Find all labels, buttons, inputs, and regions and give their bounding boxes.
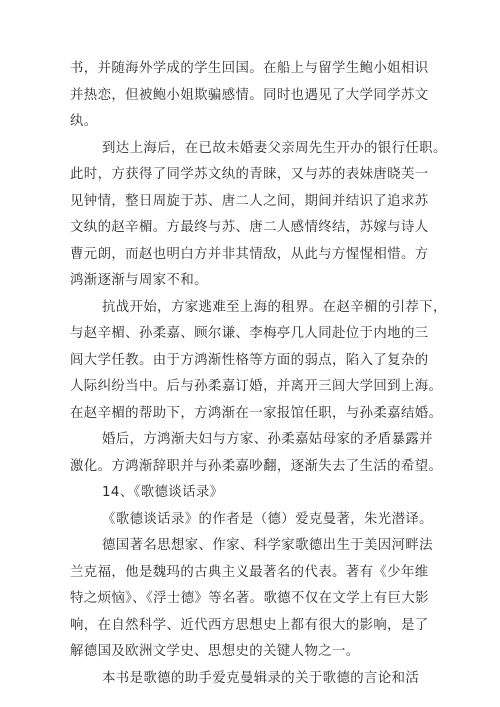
text-line: 闾大学任教。由于方鸿渐性格等方面的弱点，陷入了复杂的 — [70, 352, 429, 368]
text-line: 人际纠纷当中。后与孙柔嘉订婚，并离开三闾大学回到上海。 — [70, 379, 443, 394]
text-line: 并热恋，但被鲍小姐欺骗感情。同时也遇见了大学同学苏文 — [70, 87, 429, 103]
text-line: 兰克福，他是魏玛的古典主义最著名的代表。著有《少年维 — [70, 564, 429, 580]
paragraph-start-line: 抗战开始，方家逃难至上海的租界。在赵辛楣的引荐下， — [102, 299, 447, 315]
text-line: 响，在自然科学、近代西方思想史上都有很大的影响，是了 — [70, 617, 429, 633]
text-line: 文纨的赵辛楣。方最终与苏、唐二人感情终结，苏嫁与诗人 — [70, 220, 429, 235]
text-line: 此时，方获得了同学苏文纨的青睐，又与苏的表妹唐晓芙一 — [70, 167, 429, 182]
paragraph-start-line: 婚后，方鸿渐夫妇与方家、孙柔嘉姑母家的矛盾暴露并 — [102, 432, 433, 447]
text-line: 在赵辛楣的帮助下，方鸿渐在一家报馆任职，与孙柔嘉结婚。 — [70, 405, 443, 421]
paragraph-start-line: 《歌德谈话录》的作者是（德）爱克曼著，朱光潜译。 — [102, 511, 433, 527]
text-line: 纨。 — [70, 114, 98, 129]
section-heading: 14、《歌德谈话录》 — [102, 485, 224, 500]
text-line: 曹元朗，而赵也明白方并非其情敌，从此与方惺惺相惜。方 — [70, 246, 429, 262]
text-line: 激化。方鸿渐辞职并与孙柔嘉吵翻，逐渐失去了生活的希望。 — [70, 458, 443, 474]
text-line: 特之烦恼》、《浮士德》等名著。歌德不仅在文学上有巨大影 — [70, 591, 429, 606]
text-line: 与赵辛楣、孙柔嘉、顾尔谦、李梅亭几人同赴位于内地的三 — [70, 326, 429, 341]
text-line: 书，并随海外学成的学生回国。在船上与留学生鲍小姐相识 — [70, 61, 429, 76]
paragraph-start-line: 本书是歌德的助手爱克曼辑录的关于歌德的言论和活 — [102, 670, 420, 686]
text-line: 见钟情，整日周旋于苏、唐二人之间，期间并结识了追求苏 — [70, 193, 429, 209]
text-line: 解德国及欧洲文学史、思想史的关键人物之一。 — [70, 644, 360, 659]
text-line: 鸿渐逐渐与周家不和。 — [70, 273, 208, 288]
document-body — [70, 56, 447, 692]
paragraph-start-line: 到达上海后，在已故未婚妻父亲周先生开办的银行任职。 — [102, 140, 447, 156]
paragraph-start-line: 德国著名思想家、作家、科学家歌德出生于美因河畔法 — [102, 538, 433, 553]
